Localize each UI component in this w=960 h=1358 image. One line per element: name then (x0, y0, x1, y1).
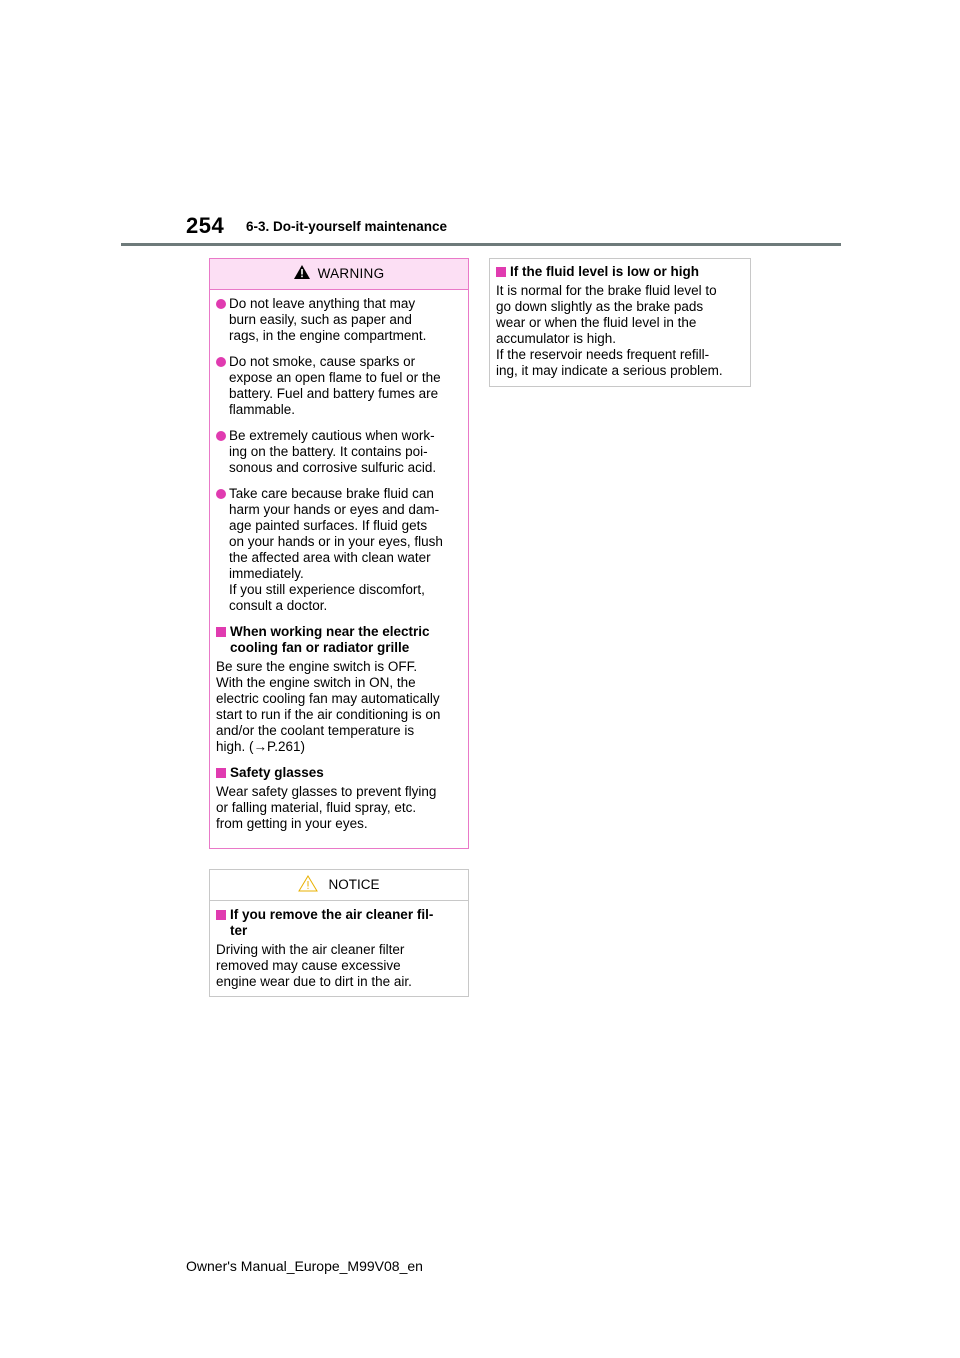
text-line: accumulator is high. (496, 331, 617, 346)
notice-box (209, 869, 469, 997)
text-line: If the reservoir needs frequent refill- (496, 347, 710, 362)
warning-bullet (216, 428, 462, 476)
text-line: and/or the coolant temperature is (216, 723, 415, 738)
header-rule (121, 243, 841, 246)
square-bullet-icon (216, 910, 226, 920)
text-line: It is normal for the brake fluid level to (496, 283, 717, 298)
bullet-dot-icon (216, 357, 226, 367)
text-line: ing, it may indicate a serious problem. (496, 363, 723, 378)
square-bullet-icon (216, 768, 226, 778)
text-line: If the fluid level is low or high (510, 264, 700, 279)
text-line: battery. Fuel and battery fumes are (229, 386, 439, 401)
notice-header (210, 870, 468, 901)
warning-icon (294, 265, 310, 283)
text-line: or falling material, fluid spray, etc. (216, 800, 417, 815)
text-line: cooling fan or radiator grille (230, 640, 410, 655)
page-number: 254 (186, 213, 225, 238)
text-line: Driving with the air cleaner filter (216, 942, 405, 957)
warning-paragraph (216, 784, 462, 832)
footer-manual-id: Owner's Manual_Europe_M99V08_en (186, 1258, 423, 1274)
warning-bullet (216, 354, 462, 418)
warning-subheading (216, 624, 462, 656)
text-line: on your hands or in your eyes, flush (229, 534, 443, 549)
text-line: engine wear due to dirt in the air. (216, 974, 412, 989)
text-line: removed may cause excessive (216, 958, 401, 973)
text-line: immediately. (229, 566, 304, 581)
warning-title: WARNING (317, 266, 385, 281)
text-line: sonous and corrosive sulfuric acid. (229, 460, 437, 475)
notice-subheading (216, 907, 462, 939)
bullet-dot-icon (216, 489, 226, 499)
text-line: consult a doctor. (229, 598, 328, 613)
warning-subheading (216, 765, 462, 781)
fluid-level-heading (496, 264, 744, 280)
text-line: If you remove the air cleaner fil- (230, 907, 434, 922)
text-line: flammable. (229, 402, 296, 417)
warning-box (209, 258, 469, 849)
page-reference-link[interactable]: high. (→P.261) (216, 739, 306, 754)
text-line: expose an open flame to fuel or the (229, 370, 441, 385)
bullet-dot-icon (216, 431, 226, 441)
warning-bullet (216, 486, 462, 614)
warning-paragraph (216, 659, 462, 755)
text-line: Do not smoke, cause sparks or (229, 354, 416, 369)
notice-title: NOTICE (328, 877, 380, 892)
text-line: harm your hands or eyes and dam- (229, 502, 440, 517)
text-line: rags, in the engine compartment. (229, 328, 427, 343)
text-line: With the engine switch in ON, the (216, 675, 416, 690)
square-bullet-icon (496, 267, 506, 277)
text-line: burn easily, such as paper and (229, 312, 412, 327)
text-line: Do not leave anything that may (229, 296, 416, 311)
section-title: 6-3. Do-it-yourself maintenance (246, 219, 448, 234)
text-line: ter (230, 923, 248, 938)
fluid-level-box (489, 258, 751, 387)
text-line: wear or when the fluid level in the (496, 315, 697, 330)
text-line: go down slightly as the brake pads (496, 299, 704, 314)
text-line: the affected area with clean water (229, 550, 431, 565)
caution-triangle-icon (298, 875, 318, 896)
warning-body (210, 290, 468, 832)
text-line: electric cooling fan may automatically (216, 691, 440, 706)
text-line: Safety glasses (230, 765, 324, 780)
text-line: age painted surfaces. If fluid gets (229, 518, 428, 533)
text-line: If you still experience discomfort, (229, 582, 425, 597)
text-line: When working near the electric (230, 624, 430, 639)
warning-header (210, 259, 468, 290)
text-line: Wear safety glasses to prevent flying (216, 784, 437, 799)
text-line: start to run if the air conditioning is on (216, 707, 441, 722)
fluid-level-paragraph (496, 283, 744, 379)
text-line: from getting in your eyes. (216, 816, 368, 831)
bullet-dot-icon (216, 299, 226, 309)
text-line: Take care because brake fluid can (229, 486, 434, 501)
notice-paragraph (216, 942, 462, 990)
notice-body (210, 901, 468, 990)
warning-bullet (216, 296, 462, 344)
square-bullet-icon (216, 627, 226, 637)
text-line: Be sure the engine switch is OFF. (216, 659, 418, 674)
text-line: ing on the battery. It contains poi- (229, 444, 428, 459)
text-line: Be extremely cautious when work- (229, 428, 435, 443)
